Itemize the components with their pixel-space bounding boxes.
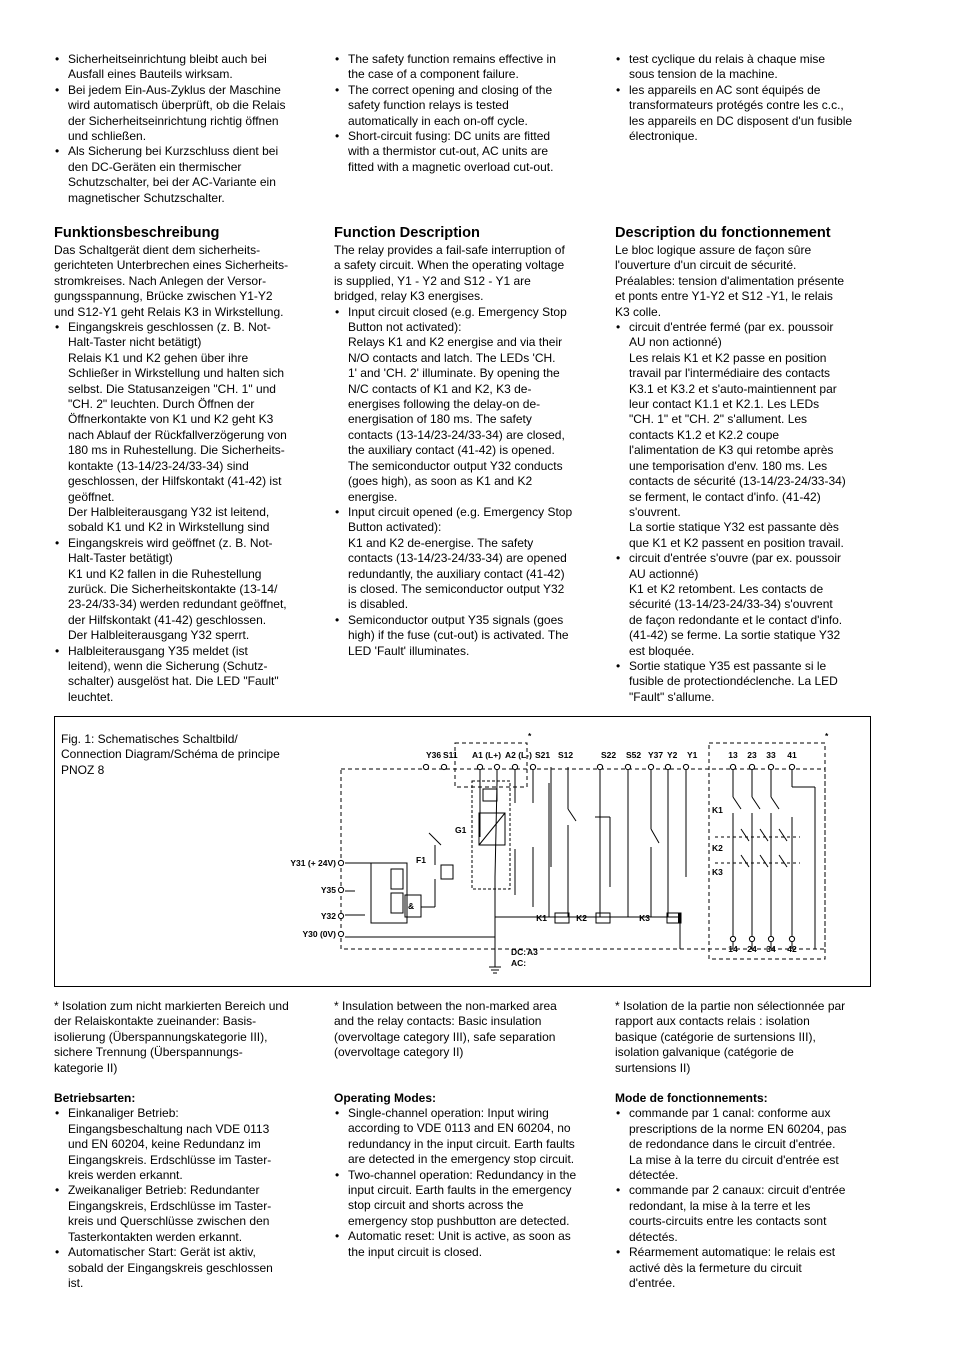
terminal-label: Y32	[320, 911, 336, 921]
contact-label: 13	[728, 750, 738, 760]
text-line: • Eingangskreis geschlossen (z. B. Not-	[68, 320, 271, 335]
text-line: den DC-Geräten ein thermischer	[68, 159, 242, 174]
text-line: (overvoltage category II)	[334, 1045, 464, 1060]
text-line: de redondance dans le circuit d'entrée.	[629, 1137, 836, 1152]
text-line: Relays K1 and K2 energise and via their	[348, 335, 563, 350]
text-line: • Sicherheitseinrichtung bleibt auch bei	[68, 52, 267, 66]
contact-label: 41	[787, 750, 797, 760]
text-line: • Eingangskreis wird geöffnet (z. B. Not-	[68, 535, 273, 550]
text-line: Der Halbleiterausgang Y32 sperrt.	[68, 628, 250, 643]
text-line: high) if the fuse (cut-out) is activated. The	[348, 628, 569, 643]
terminal-circle	[665, 764, 670, 769]
text-line: "CH. 1" et "CH. 2" s'allument. Les	[629, 412, 808, 427]
relay-label: K1	[536, 913, 547, 923]
text-line: (goes high), as soon as K1 and K2	[348, 474, 533, 489]
text-line: K3.1 et K3.2 et s'auto-maintiennent par	[629, 381, 837, 396]
text-line: Halt-Taster nicht betätigt)	[68, 335, 202, 350]
text-line: geschlossen, der Hilfskontakt (41-42) ist	[68, 474, 282, 489]
contact-label: 14	[728, 944, 738, 954]
text-line: • Semiconductor output Y35 signals (goes	[348, 612, 564, 627]
transformer-area	[472, 781, 510, 889]
text-line: détectée.	[629, 1168, 679, 1183]
bullet-item	[615, 1106, 877, 1183]
contact-label: 23	[747, 750, 757, 760]
text-line: Das Schaltgerät dient dem sicherheits-	[54, 243, 261, 257]
text-line: der Sicherheitseinrichtung richtig öffnen	[68, 113, 279, 128]
text-line: Le bloc logique assure de façon sûre	[615, 243, 812, 257]
terminal-circle	[423, 764, 428, 769]
terminal-circle	[477, 764, 482, 769]
text-line: • Input circuit opened (e.g. Emergency Stop	[348, 504, 573, 519]
terminal-circle	[625, 764, 630, 769]
relay-label: K3	[712, 867, 723, 877]
text-line: Button activated):	[348, 520, 442, 535]
text-line: est bloquée.	[629, 643, 695, 658]
text-line: N/O contacts and latch. The LEDs 'CH.	[348, 350, 556, 365]
text-line: is closed. The semiconductor output Y32	[348, 581, 565, 596]
terminal-circle	[441, 764, 446, 769]
top-list-de	[54, 52, 316, 206]
modes-heading: Betriebsarten:	[54, 1091, 136, 1106]
text-line: sobald K1 und K2 in Wirkstellung sind	[68, 520, 270, 535]
bullet-item	[615, 1183, 877, 1245]
contact-label: 42	[787, 944, 797, 954]
fuse-f1	[441, 865, 453, 879]
insulation-note	[334, 999, 596, 1061]
insulation-note	[615, 999, 877, 1076]
text-line: Les relais K1 et K2 passe en position	[629, 350, 827, 365]
text-line: de façon redondante et le contact d'info.	[629, 612, 843, 627]
text-line: 23-24/33-34) werden redundant geöffnet,	[68, 597, 287, 612]
bullet-item	[54, 644, 316, 706]
text-line: contacts K1.2 et K2.2 coupe	[629, 427, 780, 442]
text-line: • test cyclique du relais à chaque mise	[629, 52, 826, 66]
text-line: * Isolation zum nicht markierten Bereich und	[54, 999, 289, 1013]
bullet-item	[334, 52, 596, 83]
bullet-item	[615, 320, 877, 551]
text-line: the case of a component failure.	[348, 67, 519, 82]
text-line: • Sortie statique Y35 est passante si le	[629, 658, 827, 673]
bullet-item	[334, 305, 596, 505]
bottom-section-en	[334, 999, 596, 1260]
text-line: l'alimentation de K3 qui retombe après	[629, 443, 834, 458]
text-line: automatically in each on-off cycle.	[348, 113, 528, 128]
text-line: • commande par 2 canaux: circuit d'entrée	[629, 1183, 846, 1198]
text-line: leuchtet.	[68, 689, 114, 704]
text-line: bridged, relay K3 energises.	[334, 289, 484, 304]
text-line: wird automatisch überprüft, ob die Relais	[68, 98, 286, 113]
text-line: "Fault" s'allume.	[629, 689, 715, 704]
text-line: rapport aux contacts relais : isolation	[615, 1014, 810, 1029]
text-line: • Réarmement automatique: le relais est	[629, 1245, 836, 1260]
relay-label: K1	[712, 805, 723, 815]
bullet-item	[54, 144, 316, 206]
text-line: N/C contacts of K1 and K2, K3 de-	[348, 381, 532, 396]
terminal-label: A1 (L+)	[472, 750, 502, 760]
bullet-item	[615, 83, 877, 145]
terminal-circle	[768, 764, 773, 769]
text-line: kategorie II)	[54, 1060, 118, 1075]
text-line: • Automatic reset: Unit is active, as soon as	[348, 1229, 571, 1244]
text-line: Relais K1 und K2 gehen über ihre	[68, 350, 249, 365]
text-line: ist.	[68, 1275, 84, 1290]
text-line: Halt-Taster betätigt)	[68, 551, 173, 566]
component-label: F1	[416, 855, 426, 865]
terminal-circle	[749, 764, 754, 769]
text-line: • Input circuit closed (e.g. Emergency Stop	[348, 304, 567, 319]
bullet-item	[334, 1229, 596, 1260]
text-line: K1 und K2 fallen in die Ruhestellung	[68, 566, 262, 581]
text-line: basique (catégorie de surtensions III),	[615, 1029, 816, 1044]
function-section-en	[334, 224, 596, 659]
terminal-circle	[730, 936, 735, 941]
text-line: input circuit. Earth faults in the emergency	[348, 1183, 572, 1198]
terminal-circle	[597, 764, 602, 769]
terminal-circle	[338, 860, 343, 865]
text-line: 180 ms in Ruhestellung. Die Sicherheits-	[68, 443, 285, 458]
text-line: et ponts entre Y1-Y2 et S12 -Y1, le relais	[615, 289, 833, 304]
text-line: und schließen.	[68, 129, 147, 144]
terminal-circle	[338, 931, 343, 936]
terminal-circle	[749, 936, 754, 941]
section-heading: Description du fonctionnement	[615, 225, 831, 241]
text-line: isolierung (Überspannungskategorie III),	[54, 1029, 268, 1044]
bullet-item	[615, 52, 877, 83]
text-line: redundancy in the input circuit. Earth faults	[348, 1136, 575, 1151]
text-line: der Hilfskontakt (41-42) geschlossen.	[68, 612, 267, 627]
terminal-label: Y30 (0V)	[302, 929, 336, 939]
text-line: se ferment, le contact d'info. (41-42)	[629, 489, 821, 504]
text-line: Eingangsbeschaltung nach VDE 0113	[68, 1121, 270, 1136]
text-line: contacts de sécurité (13-14/23-24/33-34)	[629, 474, 846, 489]
connection-diagram	[55, 717, 872, 988]
bottom-section-fr	[615, 999, 877, 1291]
text-line: redondant, la mise à la terre et les	[629, 1198, 811, 1213]
text-line: geöffnet.	[68, 489, 115, 504]
terminal-circle	[768, 936, 773, 941]
text-line: détectés.	[629, 1229, 678, 1244]
component-label: &	[408, 901, 415, 911]
text-line: • Als Sicherung bei Kurzschluss dient bei	[68, 144, 279, 159]
text-line: K1 et K2 retombent. Les contacts de	[629, 581, 824, 596]
bullet-item	[54, 1183, 316, 1245]
text-line: * Insulation between the non-marked area	[334, 999, 557, 1013]
terminal-circle	[494, 764, 499, 769]
text-line: La sortie statique Y32 est passante dès	[629, 520, 839, 535]
text-line: magnetischer Schutzschalter.	[68, 190, 225, 205]
top-list-fr	[615, 52, 877, 144]
text-line: l'ouverture d'un circuit de sécurité.	[615, 258, 797, 273]
component-label: G1	[455, 825, 467, 835]
insulation-note	[54, 999, 316, 1076]
text-line: Schutzschalter, bei der AC-Variante ein	[68, 175, 276, 190]
text-line: AU non actionné)	[629, 335, 722, 350]
text-line: Connection Diagram/Schéma de principe	[61, 747, 280, 762]
text-line: que K1 et K2 passent en position travail.	[629, 535, 844, 550]
text-line: Ausfall eines Bauteils wirksam.	[68, 67, 233, 82]
terminal-label: A2 (L-)	[505, 750, 532, 760]
terminal-circle	[512, 764, 517, 769]
connection-diagram-figure	[54, 716, 871, 987]
terminal-label: Y2	[667, 750, 678, 760]
terminal-label: Y35	[320, 885, 336, 895]
top-list-en	[334, 52, 596, 175]
text-line: surtensions II)	[615, 1060, 691, 1075]
asterisk-mark: *	[825, 731, 829, 741]
text-line: the auxiliary contact (41-42) is opened.	[348, 443, 555, 458]
text-line: une temporisation d'env. 180 ms. Les	[629, 458, 828, 473]
text-line: emergency stop pushbutton are detected.	[348, 1213, 570, 1228]
text-line: LED 'Fault' illuminates.	[348, 643, 470, 658]
relay-label: K2	[712, 843, 723, 853]
text-line: prescriptions de la norme EN 60204, pas	[629, 1121, 847, 1136]
supply-label: A3	[527, 947, 538, 957]
text-line: s'ouvrent.	[629, 504, 681, 519]
bullet-item	[615, 551, 877, 659]
section-intro	[334, 243, 596, 305]
text-line: Der Halbleiterausgang Y32 ist leitend,	[68, 504, 270, 519]
text-line: (41-42) se ferme. La sortie statique Y32	[629, 628, 841, 643]
text-line: kreis und Querschlüsse zwischen den	[68, 1214, 270, 1229]
supply-label: DC:	[511, 947, 527, 957]
text-line: leitend), wenn die Sicherung (Schutz-	[68, 658, 268, 673]
text-line: isolation galvanique (catégorie de	[615, 1045, 794, 1060]
text-line: La mise à la terre du circuit d'entrée est	[629, 1152, 839, 1167]
text-line: les appareils en DC disposent d'un fusible	[629, 113, 853, 128]
text-line: Eingangskreis, Erdschlüsse im Taster-	[68, 1198, 272, 1213]
text-line: according to VDE 0113 and EN 60204, no	[348, 1121, 571, 1136]
text-line: redundantly, the auxiliary contact (41-42)	[348, 566, 565, 581]
text-line: schalter) ausgelöst hat. Die LED "Fault"	[68, 674, 279, 689]
text-line: kreis werden erkannt.	[68, 1168, 183, 1183]
relay-label: K3	[639, 913, 650, 923]
text-line: sécurité (13-14/23-24/33-34) s'ouvrent	[629, 597, 833, 612]
bullet-item	[54, 536, 316, 644]
text-line: • The correct opening and closing of the	[348, 82, 553, 97]
text-line: is disabled.	[348, 597, 409, 612]
terminal-label: S21	[535, 750, 551, 760]
text-line: Button not activated):	[348, 320, 462, 335]
text-line: stromkreises. Nach Anlegen der Versor-	[54, 273, 267, 288]
text-line: 1' and 'CH. 2' illuminate. By opening the	[348, 366, 560, 381]
text-line: • Einkanaliger Betrieb:	[68, 1106, 179, 1121]
bullet-item	[54, 320, 316, 536]
text-line: d'entrée.	[629, 1275, 676, 1290]
text-line: "CH. 2" leuchten. Durch Öffnen der	[68, 397, 255, 412]
text-line: • Two-channel operation: Redundancy in the	[348, 1167, 577, 1182]
relay-coil-k2	[596, 913, 610, 923]
text-line: zurück. Die Sicherheitskontakte (13-14/	[68, 581, 278, 596]
text-line: • Automatischer Start: Gerät ist aktiv,	[68, 1245, 256, 1260]
text-line: • The safety function remains effective in	[348, 52, 556, 66]
bullet-item	[334, 1106, 596, 1168]
terminal-label: S52	[626, 750, 642, 760]
text-line: kontakte (13-14/23-24/33-34) sind	[68, 458, 249, 473]
terminal-label: S11	[443, 750, 458, 760]
text-line: • commande par 1 canal: conforme aux	[629, 1106, 831, 1121]
terminal-circle	[338, 887, 343, 892]
terminal-circle	[683, 764, 688, 769]
bullet-item	[54, 1106, 316, 1183]
section-intro	[615, 243, 877, 320]
text-line: • Halbleiterausgang Y35 meldet (ist	[68, 643, 248, 658]
terminal-label: Y31 (+ 24V)	[290, 858, 336, 868]
text-line: sous tension de la machine.	[629, 67, 778, 82]
text-line: K1 and K2 de-energise. The safety	[348, 535, 534, 550]
section-intro	[54, 243, 316, 320]
text-line: travail par l'intermédiaire des contacts	[629, 366, 831, 381]
supply-label: AC:	[511, 958, 527, 968]
terminal-circle	[730, 764, 735, 769]
text-line: energise.	[348, 489, 398, 504]
terminal-circle	[789, 764, 794, 769]
bullet-item	[615, 659, 877, 705]
terminal-circle	[530, 764, 535, 769]
text-line: fitted with a magnetic overload cut-out.	[348, 159, 554, 174]
terminal-label: Y1	[687, 750, 698, 760]
text-line: the input circuit is closed.	[348, 1244, 483, 1259]
contact-label: 33	[766, 750, 776, 760]
modes-heading: Mode de fonctionnements:	[615, 1091, 768, 1106]
text-line: Eingangskreis. Erdschlüsse im Taster-	[68, 1152, 272, 1167]
contact-label: 34	[766, 944, 776, 954]
terminal-label: S22	[601, 750, 617, 760]
text-line: und S12-Y1 geht Relais K3 in Wirkstellung.	[54, 304, 284, 319]
terminal-circle	[338, 913, 343, 918]
text-line: gerichteten Unterbrechen eines Sicherheits-	[54, 258, 289, 273]
terminal-circle	[648, 764, 653, 769]
relay-label: K2	[576, 913, 587, 923]
text-line: contacts (13-14/23-24/33-34) are closed,	[348, 427, 565, 442]
section-heading: Funktionsbeschreibung	[54, 225, 220, 241]
text-line: selbst. Die Statusanzeigen "CH. 1" und	[68, 381, 276, 396]
text-line: • Zweikanaliger Betrieb: Redundanter	[68, 1183, 260, 1198]
terminal-circle	[789, 936, 794, 941]
isolated-area-right	[709, 743, 825, 959]
text-line: and the relay contacts: Basic insulation	[334, 1014, 542, 1029]
relay-coil-k1	[555, 913, 569, 923]
bullet-item	[54, 1245, 316, 1291]
bullet-item	[54, 83, 316, 145]
text-line: safety function relays is tested	[348, 98, 509, 113]
text-line: der Relaiskontakte zueinander: Basis-	[54, 1014, 257, 1029]
text-line: contacts (13-14/23-24/33-34) are opened	[348, 551, 567, 566]
text-line: AU actionné)	[629, 566, 699, 581]
bullet-item	[615, 1245, 877, 1291]
text-line: Préalables: tension d'alimentation présente	[615, 273, 845, 288]
text-line: The semiconductor output Y32 conducts	[348, 458, 563, 473]
text-line: activé dès la fermeture du circuit	[629, 1260, 802, 1275]
text-line: fusible de protectiondéclenche. La LED	[629, 674, 838, 689]
text-line: • Bei jedem Ein-Aus-Zyklus der Maschine	[68, 82, 281, 97]
text-line: a safety circuit. When the operating voltage	[334, 258, 565, 273]
text-line: • circuit d'entrée s'ouvre (par ex. poussoir	[629, 551, 842, 566]
text-line: nach Ablauf der Rückfallverzögerung von	[68, 427, 287, 442]
text-line: Fig. 1: Schematisches Schaltbild/	[61, 732, 238, 746]
text-line: und EN 60204, keine Redundanz im	[68, 1137, 261, 1152]
terminal-label: Y37	[648, 750, 664, 760]
text-line: stop circuit and shorts across the	[348, 1198, 524, 1213]
text-line: PNOZ 8	[61, 762, 105, 777]
text-line: • circuit d'entrée fermé (par ex. poussoir	[629, 320, 834, 335]
text-line: Tasterkontakten werden erkannt.	[68, 1229, 243, 1244]
text-line: • les appareils en AC sont équipés de	[629, 82, 821, 97]
bullet-item	[334, 1168, 596, 1230]
text-line: (overvoltage category III), safe separation	[334, 1029, 556, 1044]
text-line: energises following the delay-on de-	[348, 397, 541, 412]
modes-heading: Operating Modes:	[334, 1090, 437, 1105]
function-section-de	[54, 224, 316, 705]
text-line: gungsspannung, Brücke zwischen Y1-Y2	[54, 289, 273, 304]
text-line: Öffnerkontakte von K1 und K2 geht K3	[68, 412, 274, 427]
bullet-item	[334, 613, 596, 659]
function-section-fr	[615, 224, 877, 705]
section-heading: Function Description	[334, 225, 480, 241]
text-line: K3 colle.	[615, 304, 662, 319]
bullet-item	[54, 52, 316, 83]
text-line: energisation of 180 ms. The safety	[348, 412, 532, 427]
text-line: is supplied, Y1 - Y2 and S12 - Y1 are	[334, 273, 531, 288]
bullet-item	[334, 129, 596, 175]
text-line: sobald der Eingangskreis geschlossen	[68, 1260, 273, 1275]
terminal-label: Y36	[426, 750, 442, 760]
text-line: leur contact K1.1 et K2.1. Les LEDs	[629, 397, 820, 412]
terminal-label: S12	[558, 750, 574, 760]
text-line: sichere Trennung (Überspannungs-	[54, 1045, 243, 1060]
bullet-item	[334, 83, 596, 129]
text-line: • Single-channel operation: Input wiring	[348, 1106, 549, 1121]
text-line: with a thermistor cut-out, AC units are	[348, 144, 549, 159]
bullet-item	[334, 505, 596, 613]
text-line: The relay provides a fail-safe interruption of	[334, 243, 565, 257]
text-line: • Short-circuit fusing: DC units are fitted	[348, 129, 551, 144]
asterisk-mark: *	[528, 731, 532, 741]
text-line: are detected in the emergency stop circuit.	[348, 1152, 575, 1167]
text-line: Schließer in Wirkstellung und halten sich	[68, 366, 285, 381]
bottom-section-de	[54, 999, 316, 1291]
text-line: transformateurs protégés contre les c.c.,	[629, 98, 844, 113]
text-line: électronique.	[629, 129, 698, 144]
contact-label: 24	[747, 944, 757, 954]
text-line: * Isolation de la partie non sélectionnée par	[615, 999, 846, 1013]
text-line: courts-circuits entre les contacts sont	[629, 1214, 827, 1229]
